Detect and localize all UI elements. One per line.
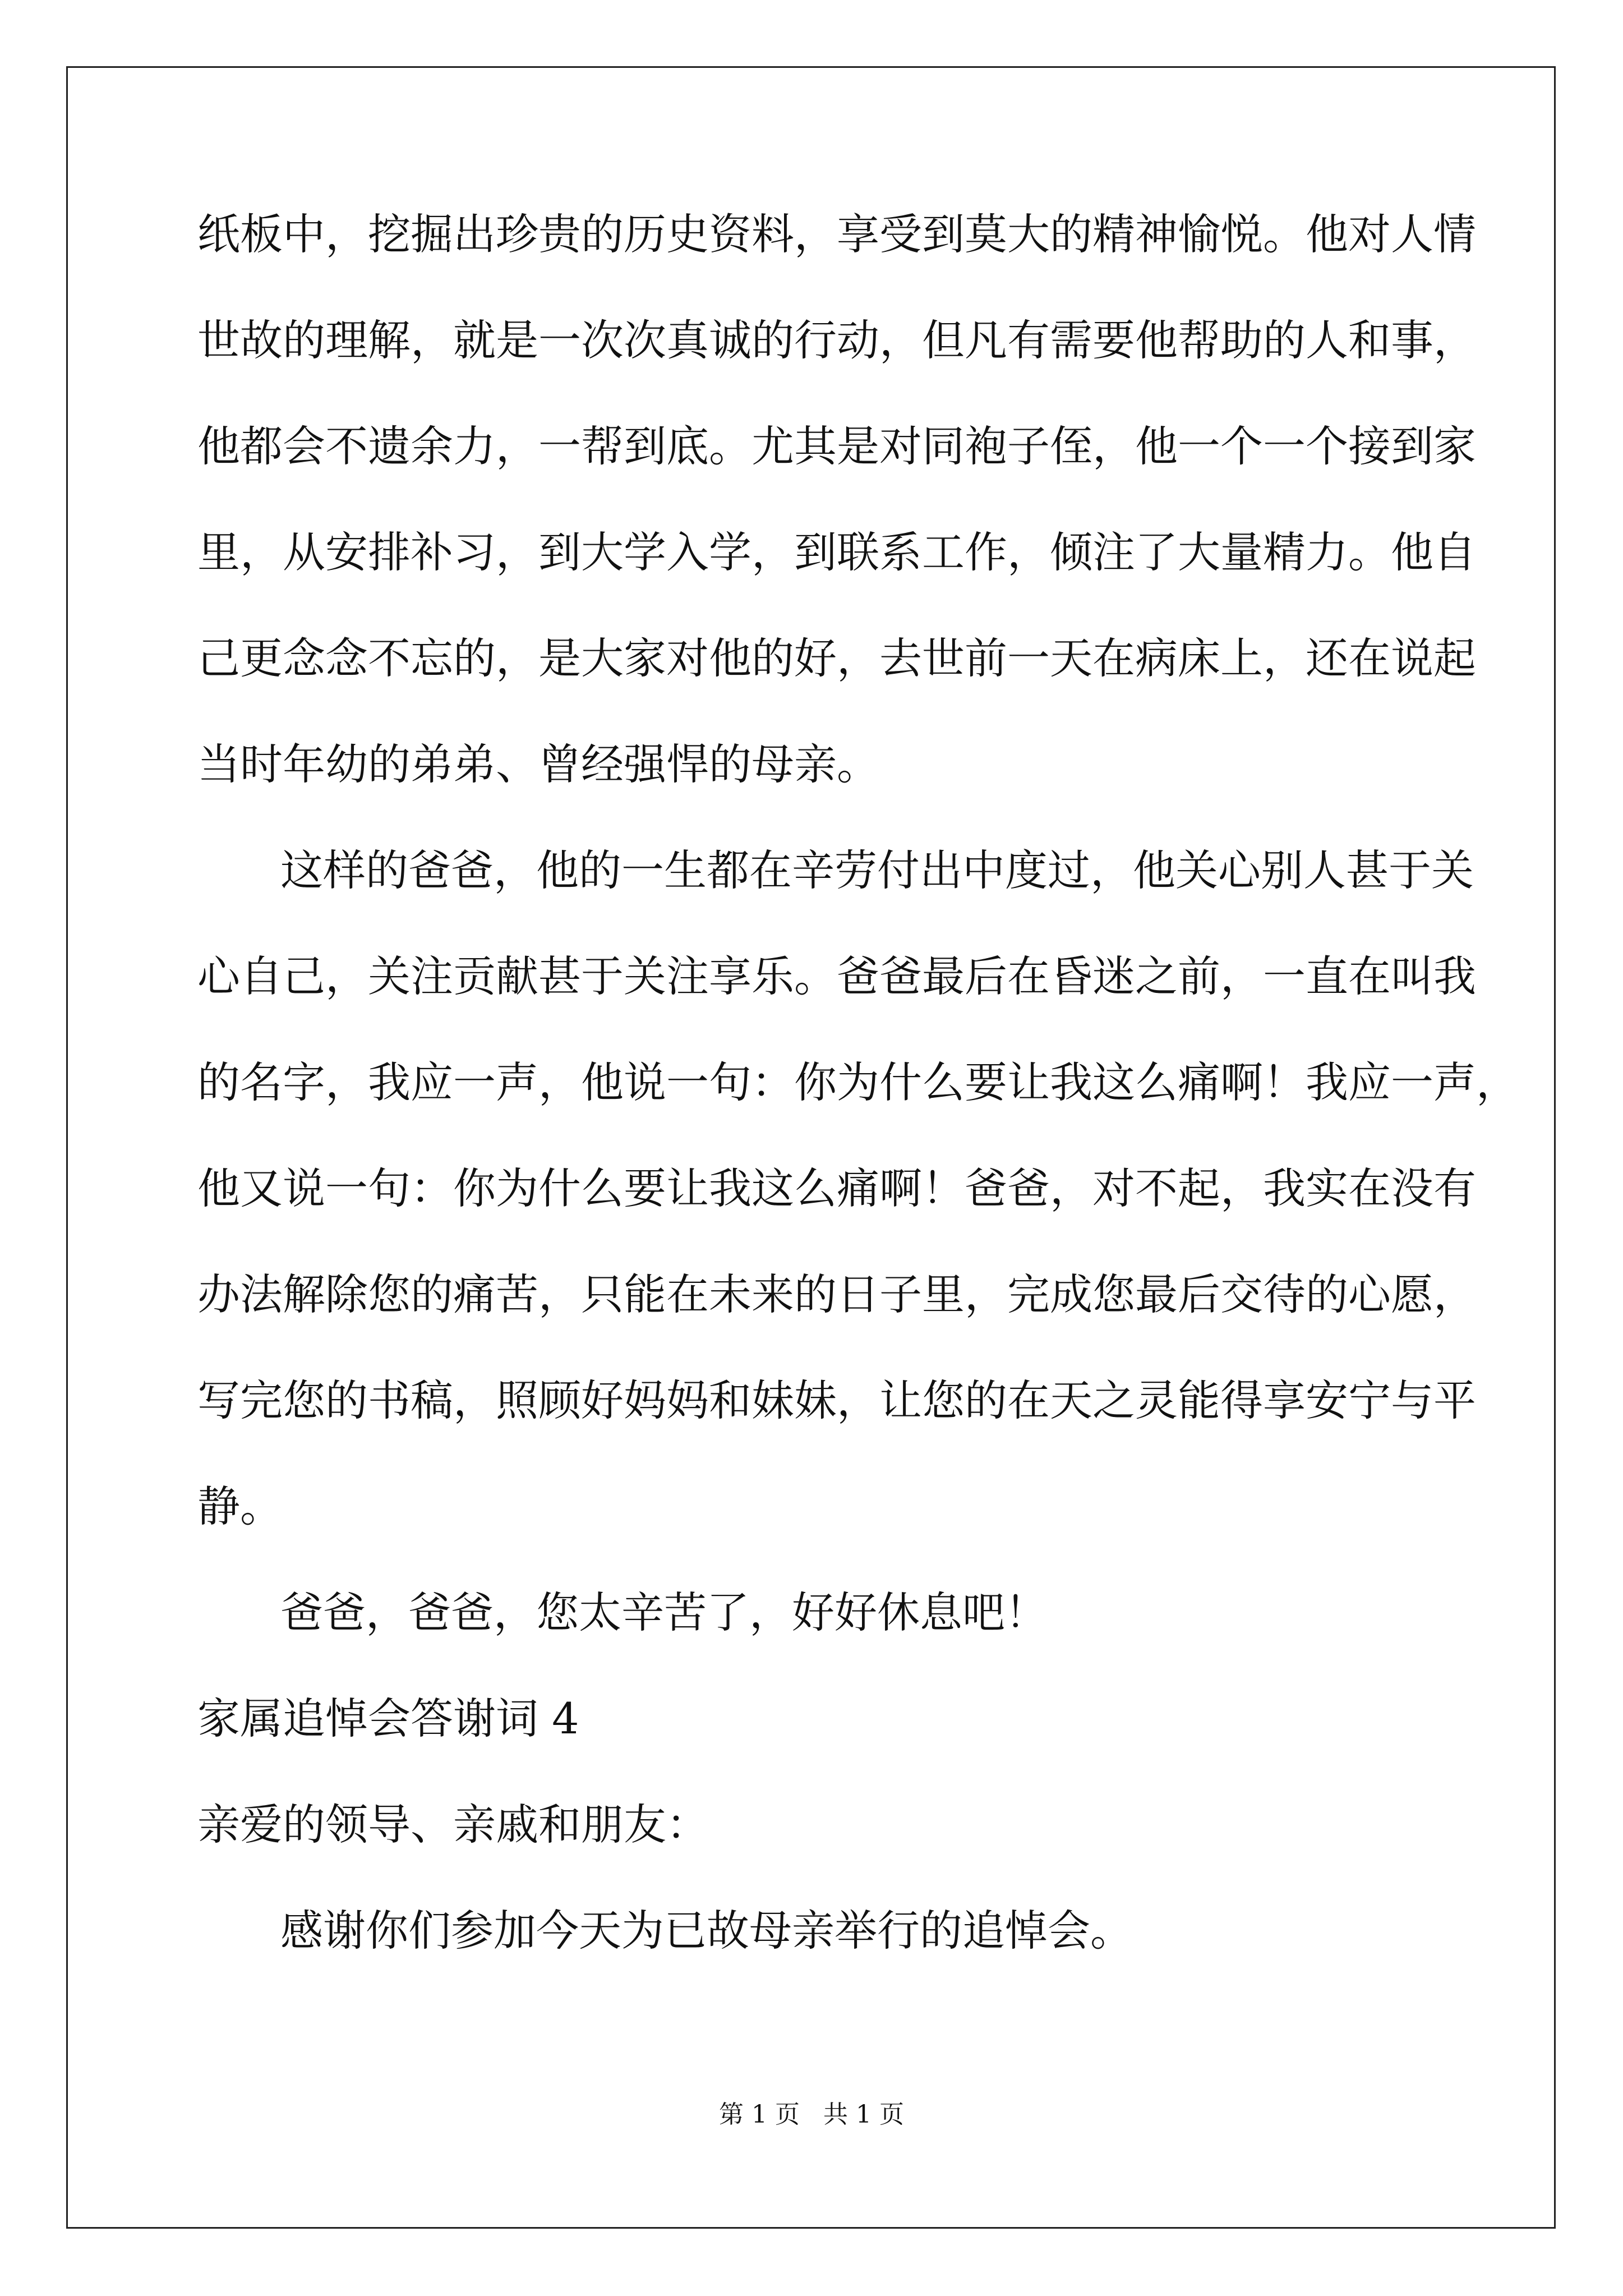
text-line: 静。 <box>197 1481 283 1531</box>
paragraph-first-line: 这样的爸爸，他的一生都在辛劳付出中度过，他关心别人甚于关 <box>280 845 1474 895</box>
text-line: 里，从安排补习，到大学入学，到联系工作，倾注了大量精力。他自 <box>197 527 1476 577</box>
text-line: 纸板中，挖掘出珍贵的历史资料，享受到莫大的精神愉悦。他对人情 <box>197 209 1476 259</box>
text-line: 写完您的书稿，照顾好妈妈和妹妹，让您的在天之灵能得享安宁与平 <box>197 1375 1476 1425</box>
text-line: 当时年幼的弟弟、曾经强悍的母亲。 <box>197 739 879 789</box>
text-line: 的名字，我应一声，他说一句：你为什么要让我这么痛啊！我应一声， <box>197 1057 1519 1107</box>
text-line: 心自己，关注贡献甚于关注享乐。爸爸最后在昏迷之前，一直在叫我 <box>197 951 1476 1001</box>
text-line: 世故的理解，就是一次次真诚的行动，但凡有需要他帮助的人和事， <box>197 315 1476 365</box>
section-heading: 家属追悼会答谢词 4 <box>197 1694 579 1743</box>
text-line: 他又说一句：你为什么要让我这么痛啊！爸爸，对不起，我实在没有 <box>197 1163 1476 1213</box>
paragraph-first-line: 感谢你们参加今天为已故母亲举行的追悼会。 <box>280 1906 1133 1955</box>
text-line: 办法解除您的痛苦，只能在未来的日子里，完成您最后交待的心愿， <box>197 1269 1476 1319</box>
salutation: 亲爱的领导、亲戚和朋友： <box>197 1800 709 1849</box>
text-line: 他都会不遗余力，一帮到底。尤其是对同袍子侄，他一个一个接到家 <box>197 421 1476 471</box>
paragraph-first-line: 爸爸，爸爸，您太辛苦了，好好休息吧！ <box>280 1588 1048 1637</box>
page-number-footer: 第 1 页 共 1 页 <box>719 2100 904 2129</box>
text-line: 己更念念不忘的，是大家对他的好，去世前一天在病床上，还在说起 <box>197 633 1476 683</box>
document-body <box>197 209 1519 2016</box>
